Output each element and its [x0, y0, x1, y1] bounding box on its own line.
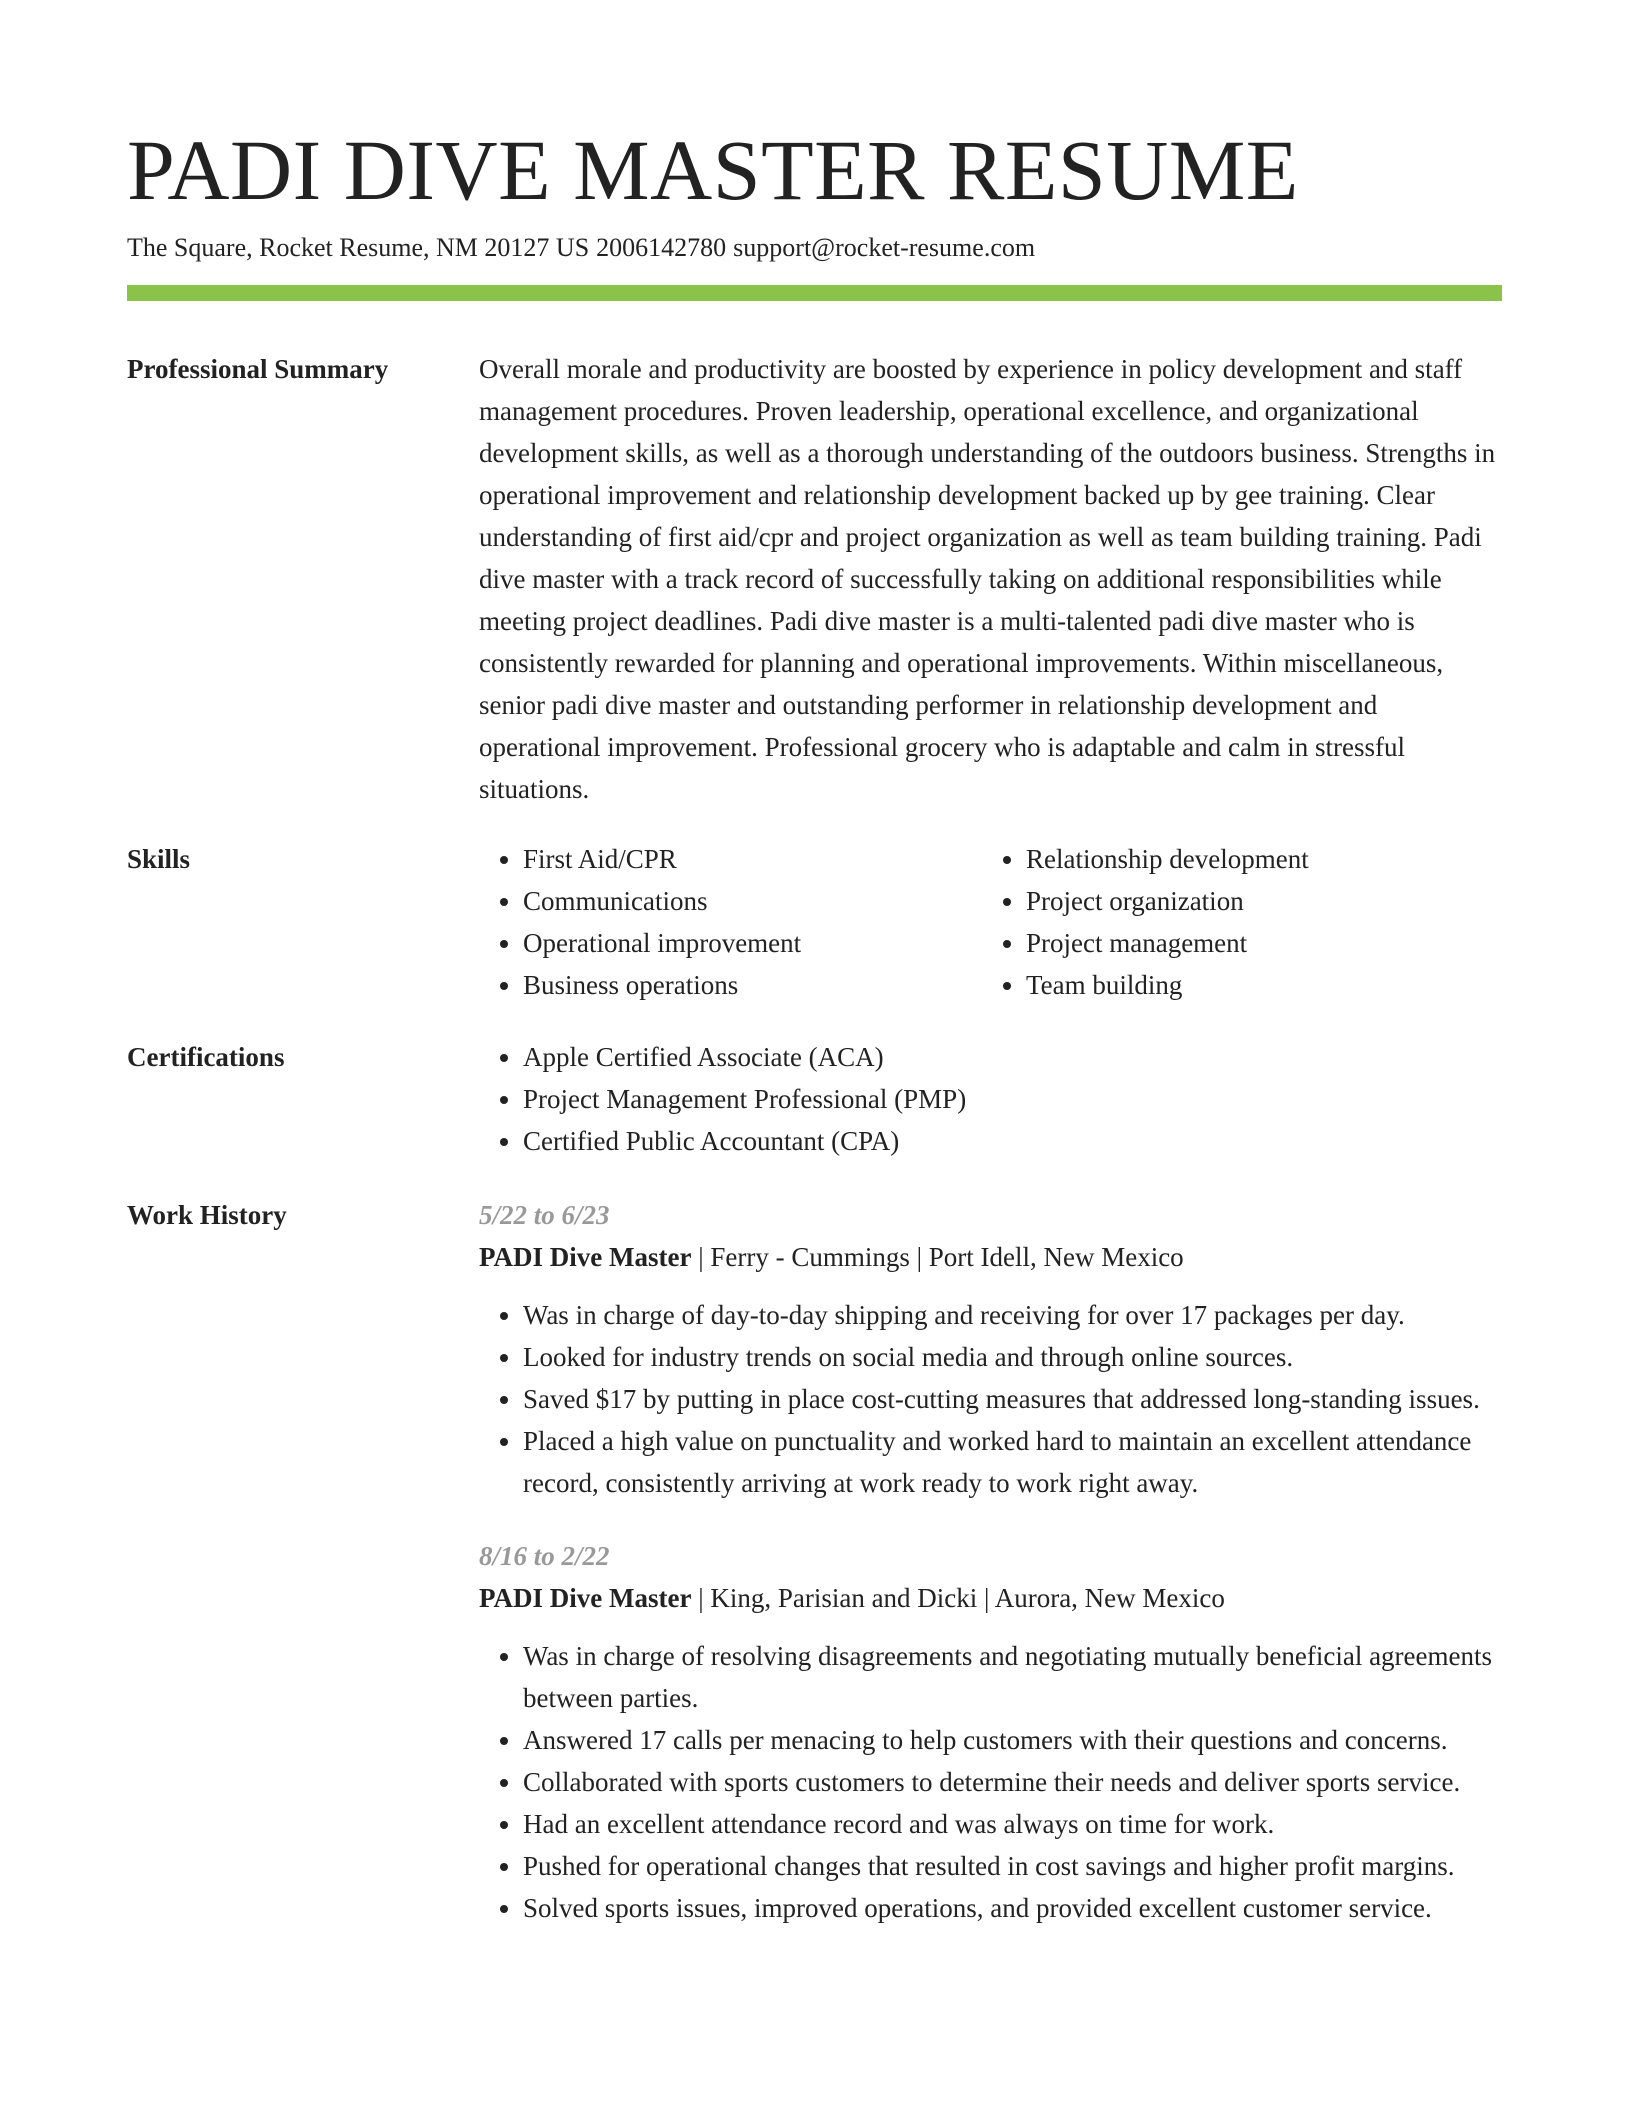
skills-list-left [479, 838, 982, 1006]
skills-heading: Skills [127, 844, 191, 874]
job-dates: 8/16 to 2/22 [479, 1541, 610, 1571]
job-employer-location: | King, Parisian and Dicki | Aurora, New Mexico [691, 1583, 1225, 1613]
job-header [479, 1577, 1502, 1619]
skill-item: • First Aid/CPR [523, 838, 982, 880]
job-bullet: • Was in charge of day-to-day shipping and receiving for over 17 packages per day. [523, 1294, 1502, 1336]
contact-address: The Square, Rocket Resume, NM 20127 US [127, 233, 590, 262]
job-bullet: • Pushed for operational changes that resulted in cost savings and higher profit margins. [523, 1845, 1502, 1887]
certification-item: • Project Management Professional (PMP) [523, 1078, 1502, 1120]
job-entry [479, 1535, 1502, 1929]
certifications-heading: Certifications [127, 1042, 285, 1072]
certification-item: • Apple Certified Associate (ACA) [523, 1036, 1502, 1078]
job-dates: 5/22 to 6/23 [479, 1200, 610, 1230]
contact-line [127, 230, 1035, 266]
skill-item: • Project organization [1026, 880, 1546, 922]
skill-item: • Business operations [523, 964, 982, 1006]
certification-item: • Certified Public Accountant (CPA) [523, 1120, 1502, 1162]
contact-email[interactable]: support@rocket-resume.com [733, 233, 1036, 262]
job-title: PADI Dive Master [479, 1583, 692, 1613]
certifications-list [479, 1036, 1502, 1162]
contact-phone: 2006142780 [596, 233, 727, 262]
job-bullet: • Solved sports issues, improved operations, and provided excellent customer service. [523, 1887, 1502, 1929]
header-divider [127, 285, 1502, 301]
job-bullets [479, 1635, 1502, 1929]
skill-item: • Operational improvement [523, 922, 982, 964]
job-bullet: • Was in charge of resolving disagreements and negotiating mutually beneficial agreements between parties. [523, 1635, 1502, 1719]
skill-item: • Relationship development [1026, 838, 1546, 880]
skill-item: • Team building [1026, 964, 1546, 1006]
resume-title: PADI DIVE MASTER RESUME [127, 122, 1299, 218]
work-history-heading: Work History [127, 1200, 287, 1230]
job-bullets [479, 1294, 1502, 1504]
summary-text: Overall morale and productivity are boosted by experience in policy development and staff management procedures. Proven leadership, operational excellence, and organizational development skills, as well as a thorough understanding of the outdoors business. Strengths in operational improvement and relationship development backed up by gee training. Clear understanding of first aid/cpr and project organization as well as team building training. Padi dive master with a track record of successfully taking on additional responsibilities while meeting project deadlines. Padi dive master is a multi-talented padi dive master who is consistently rewarded for planning and operational improvements. Within miscellaneous, senior padi dive master and outstanding performer in relationship development and operational improvement. Professional grocery who is adaptable and calm in stressful situations. [479, 354, 1496, 804]
job-header [479, 1236, 1502, 1278]
job-bullet: • Saved $17 by putting in place cost-cutting measures that addressed long-standing issues. [523, 1378, 1502, 1420]
job-title: PADI Dive Master [479, 1242, 692, 1272]
summary-heading: Professional Summary [127, 354, 389, 384]
skill-item: • Communications [523, 880, 982, 922]
skill-item: • Project management [1026, 922, 1546, 964]
skills-list-right [982, 838, 1546, 1006]
job-entry [479, 1194, 1502, 1504]
job-bullet: • Answered 17 calls per menacing to help customers with their questions and concerns. [523, 1719, 1502, 1761]
job-bullet: • Placed a high value on punctuality and worked hard to maintain an excellent attendance record, consistently arriving at work ready to work right away. [523, 1420, 1502, 1504]
job-employer-location: | Ferry - Cummings | Port Idell, New Mexico [691, 1242, 1184, 1272]
job-bullet: • Looked for industry trends on social media and through online sources. [523, 1336, 1502, 1378]
job-bullet: • Had an excellent attendance record and was always on time for work. [523, 1803, 1502, 1845]
job-bullet: • Collaborated with sports customers to determine their needs and deliver sports service. [523, 1761, 1502, 1803]
